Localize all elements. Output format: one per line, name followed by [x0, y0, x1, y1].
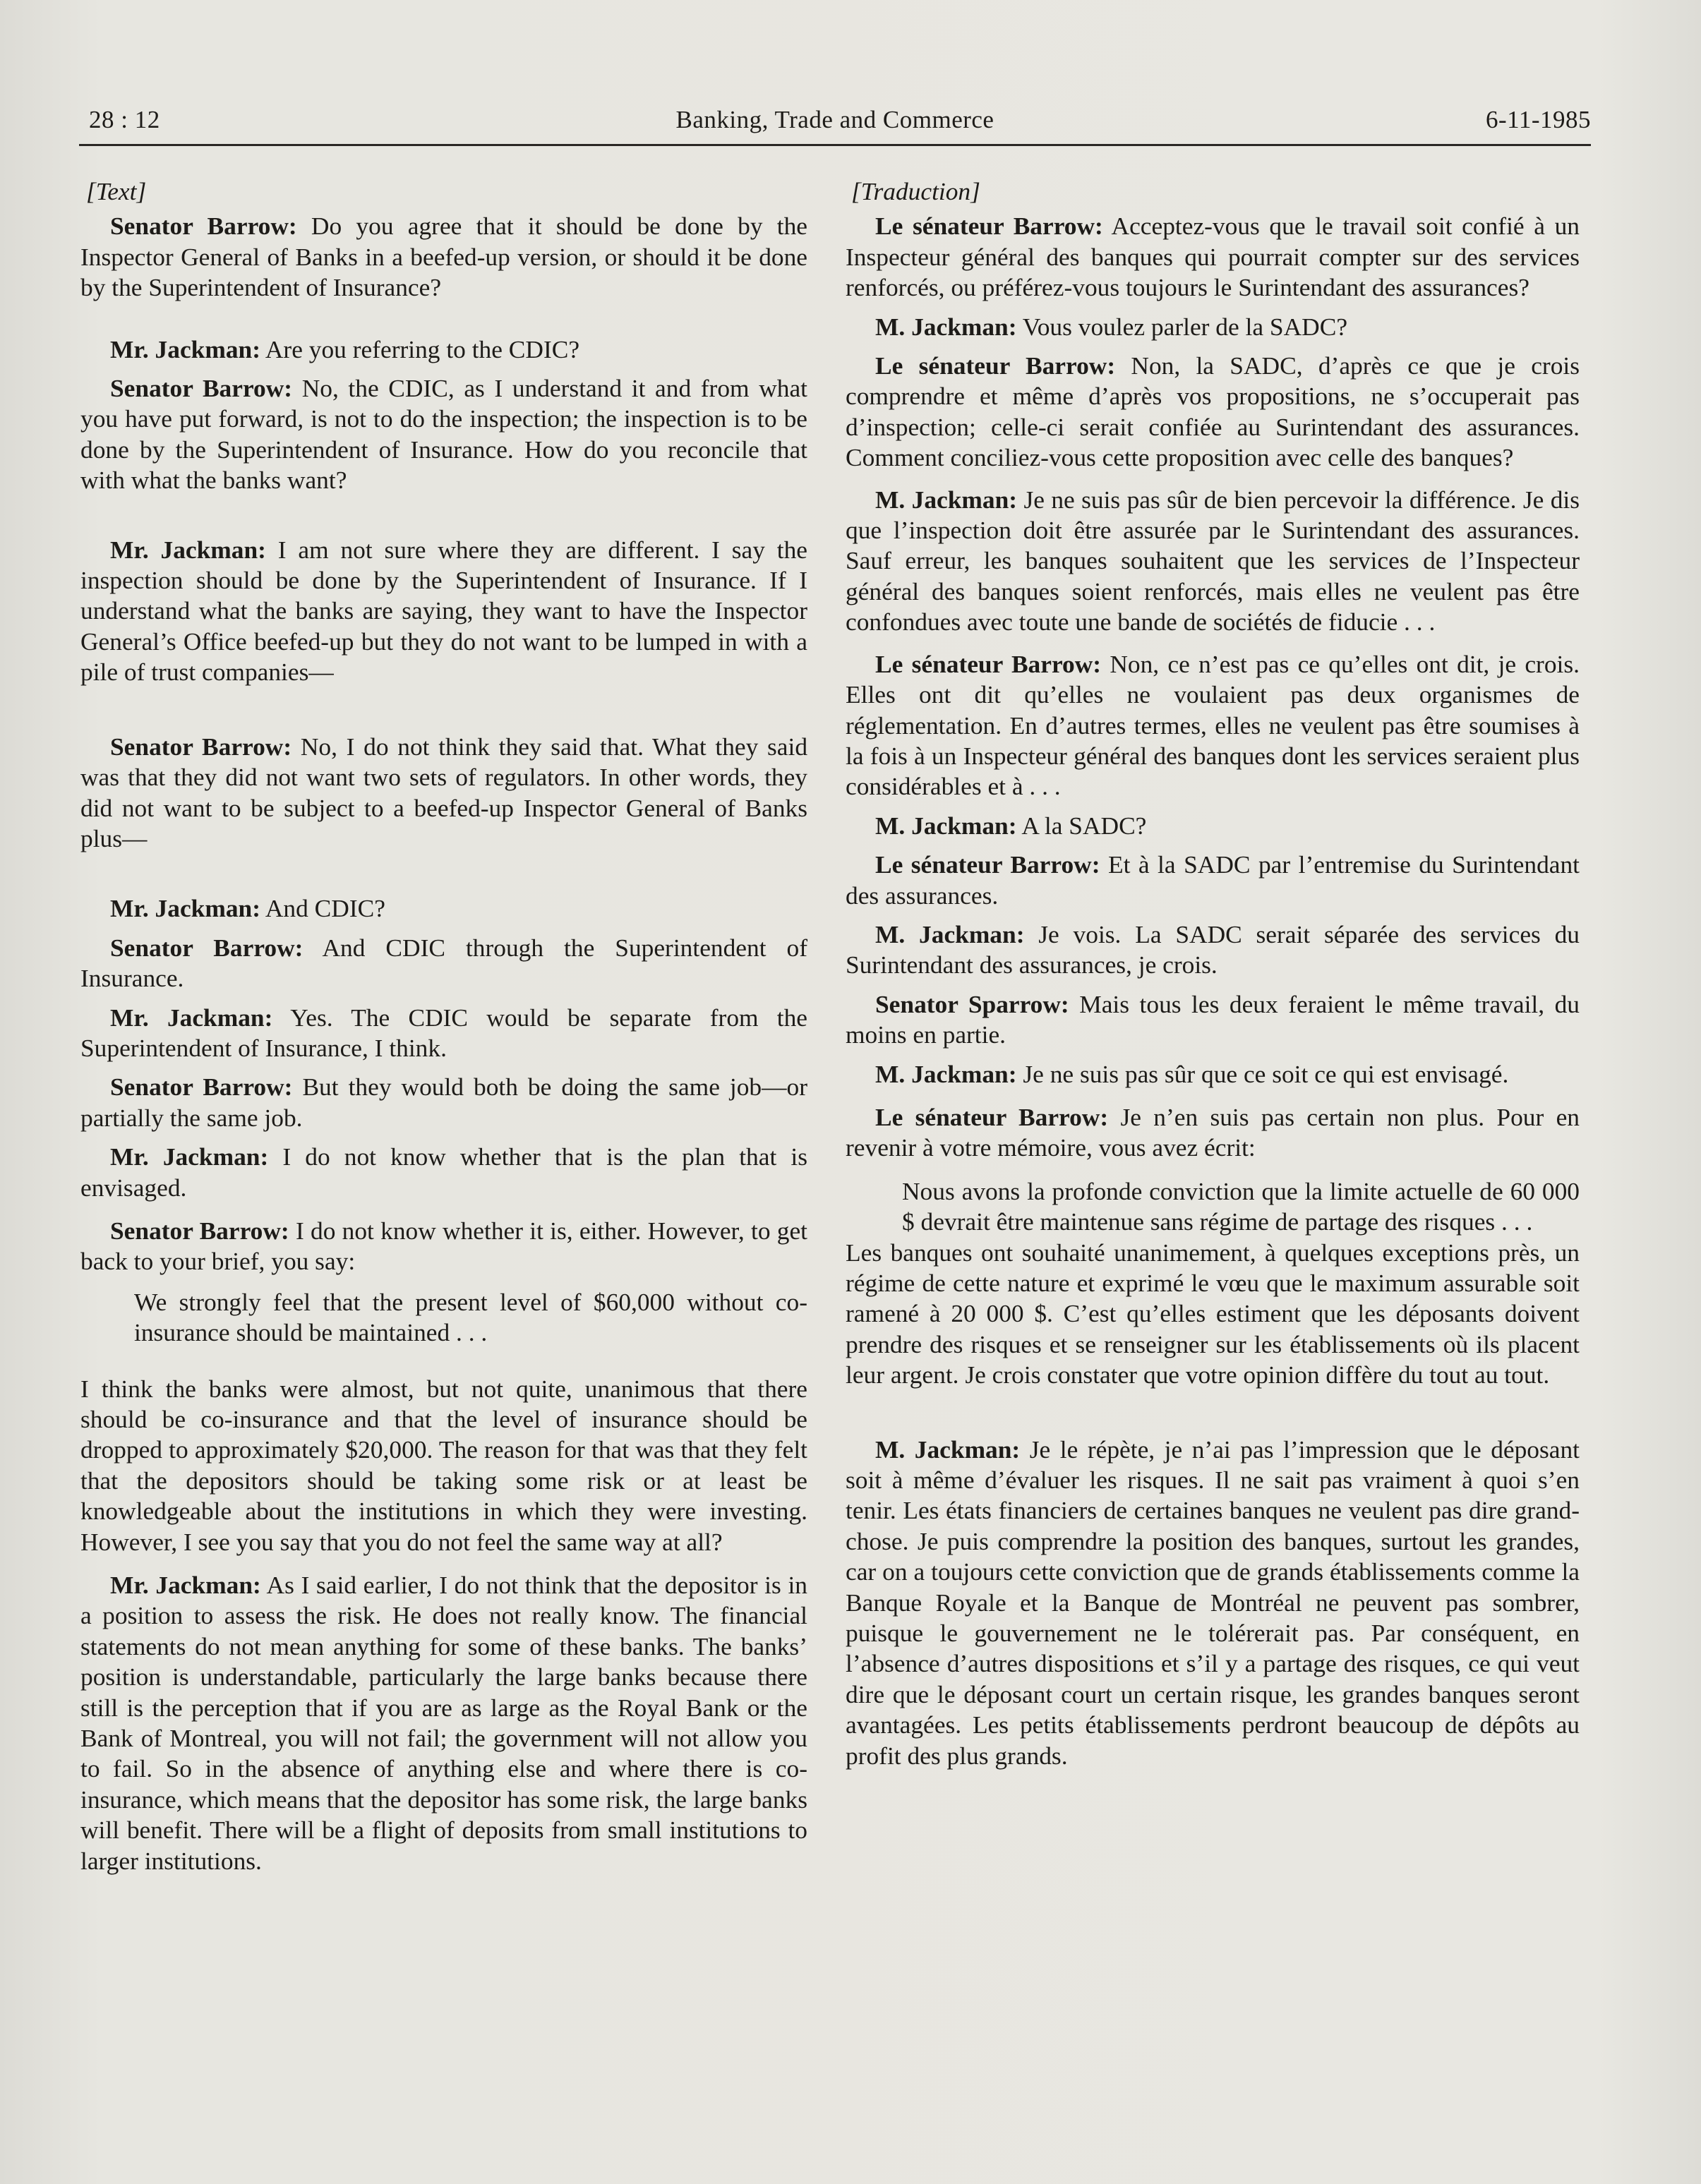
- speech-paragraph: [846, 1059, 1580, 1090]
- speech-text: Yes. The CDIC would be separate from the Superintendent of Insurance, I think.: [80, 1003, 808, 1062]
- speech-paragraph: [80, 535, 807, 688]
- speech-text: Je vois. La SADC serait séparée des services du Surintendant des assurances, je crois.: [846, 919, 1580, 979]
- speech-text: Je ne suis pas sûr que ce soit ce qui est envisagé.: [1016, 1059, 1509, 1088]
- speaker-name: Senator Barrow:: [110, 933, 303, 962]
- speech-paragraph: [846, 811, 1580, 841]
- block-quote: Nous avons la profonde conviction que la limite actuelle de 60 000 $ devrait être maintenue sans régime de partage des risques . . .: [902, 1176, 1580, 1236]
- speech-paragraph: [80, 933, 807, 994]
- speaker-name: Senator Barrow:: [110, 732, 292, 761]
- speaker-name: Le sénateur Barrow:: [875, 1102, 1109, 1131]
- speech-text: Et à la SADC par l’entremise du Surintendant des assurances.: [846, 850, 1580, 910]
- speech-paragraph: [80, 1072, 807, 1133]
- speech-paragraph: [846, 989, 1580, 1051]
- speaker-name: M. Jackman:: [875, 811, 1017, 840]
- speech-paragraph: [846, 1435, 1580, 1771]
- speech-text: No, I do not think they said that. What they said was that they did not want two sets of regulators. In other words, they did not want to be subject to a beefed-up Inspector General of Banks plus—: [80, 732, 808, 852]
- speech-paragraph: [846, 649, 1580, 802]
- speech-paragraph: [846, 919, 1580, 981]
- speech-text: No, the CDIC, as I understand it and from what you have put forward, is not to do the inspection; the inspection is to be done by the Superintendent of Insurance. How do you reconcile that with what the banks want?: [80, 374, 807, 495]
- speaker-name: M. Jackman:: [875, 919, 1025, 948]
- speech-text: I am not sure where they are different. I say the inspection should be done by the Superintendent of Insurance. If I understand what the banks are saying, they want to have the Inspector General’s Office beefed-up but they do not want to be lumped in with a pile of trust companies—: [80, 535, 808, 687]
- language-tag: [Text]: [86, 177, 147, 205]
- speech-text: Je le répète, je n’ai pas l’impression que le déposant soit à même d’évaluer les risques. Il ne sait pas vraiment à quoi s’en tenir. Les états financiers de certaines banques ne veulent pas dire grand-chose. Je puis comprendre la position des banques, surtout les grandes, car on a toujours cette conviction que de grands établissements comme la Banque Royale et la Banque de Montréal ne peuvent pas sombrer, puisque le gouvernement ne le tolérerait pas. Par conséquent, en l’absence d’autres dispositions et s’il y a partage des risques, ce qui veut dire que le déposant court un certain risque, les grandes banques seront avantagées. Les petits établissements perdront beaucoup de dépôts au profit des plus grands.: [846, 1435, 1580, 1770]
- speech-text: Mais tous les deux feraient le même travail, du moins en partie.: [846, 989, 1580, 1049]
- page-reference: 28 : 12: [89, 106, 160, 133]
- speech-text: Je ne suis pas sûr de bien percevoir la différence. Je dis que l’inspection doit être assurée par le Surintendant des assurances. Sauf erreur, les banques souhaitent que les services de l’Inspecteur général des banques soient renforcés, mais elles ne veulent pas être confondues avec toute une bande de sociétés de fiducie . . .: [846, 485, 1580, 637]
- speech-text: Je n’en suis pas certain non plus. Pour en revenir à votre mémoire, vous avez écrit:: [846, 1102, 1580, 1162]
- speech-paragraph: [80, 373, 807, 496]
- speaker-name: M. Jackman:: [875, 312, 1017, 341]
- speaker-name: M. Jackman:: [875, 485, 1018, 514]
- speaker-name: M. Jackman:: [875, 1059, 1017, 1088]
- speech-paragraph: I think the banks were almost, but not quite, unanimous that there should be co-insurance and that the level of insurance should be dropped to approximately $20,000. The reason for that was that they felt that the depositors should be taking some risk or at least be knowledgeable about the institutions in which they were investing. However, I see you say that you do not feel the same way at all?: [80, 1374, 807, 1556]
- speech-text: Non, ce n’est pas ce qu’elles ont dit, je crois. Elles ont dit qu’elles ne voulaient pas deux organismes de réglementation. En d’autres termes, elles ne veulent pas être soumises à la fois à un Inspecteur général des banques dont les services seraient plus considérables et à . . .: [846, 649, 1580, 801]
- speaker-name: Senator Sparrow:: [875, 989, 1069, 1018]
- speech-text: A la SADC?: [1016, 811, 1147, 840]
- speech-paragraph: [80, 1142, 807, 1203]
- page-header: [79, 102, 1591, 146]
- speech-paragraph: [80, 893, 807, 924]
- speech-paragraph: [80, 1570, 807, 1876]
- speech-paragraph: [846, 211, 1580, 303]
- speech-text: Non, la SADC, d’après ce que je crois comprendre et même d’après vos propositions, ne s’occuperait pas d’inspection; celle-ci serait confiée au Surintendant des assurances. Comment conciliez-vous cette proposition avec celle des banques?: [846, 351, 1580, 472]
- block-quote: We strongly feel that the present level of $60,000 without co-insurance should be maintained . . .: [134, 1287, 807, 1347]
- speaker-name: Mr. Jackman:: [110, 334, 260, 363]
- speech-paragraph: [846, 1102, 1580, 1164]
- speaker-name: Senator Barrow:: [110, 212, 297, 241]
- speaker-name: M. Jackman:: [875, 1435, 1021, 1464]
- speech-text: Vous voulez parler de la SADC?: [1016, 312, 1348, 341]
- speech-text: Do you agree that it should be done by the Inspector General of Banks in a beefed-up version, or should it be done by the Superintendent of Insurance?: [80, 212, 808, 302]
- speaker-name: Mr. Jackman:: [110, 1142, 269, 1171]
- speech-paragraph: [846, 850, 1580, 911]
- speech-paragraph: [80, 1003, 807, 1064]
- french-column: [846, 176, 1580, 1771]
- language-tag: [Traduction]: [851, 177, 980, 205]
- speech-paragraph: [80, 211, 807, 303]
- speech-text: Are you referring to the CDIC?: [260, 334, 580, 363]
- running-title: Banking, Trade and Commerce: [675, 106, 994, 133]
- speaker-name: Mr. Jackman:: [110, 1571, 261, 1600]
- speaker-name: Le sénateur Barrow:: [875, 212, 1103, 241]
- page-date: 6-11-1985: [1485, 106, 1591, 133]
- speaker-name: Mr. Jackman:: [110, 894, 260, 923]
- speech-paragraph: [846, 312, 1580, 342]
- speech-text: And CDIC?: [260, 894, 385, 923]
- speech-paragraph: [80, 732, 807, 855]
- speaker-name: Le sénateur Barrow:: [875, 649, 1102, 678]
- speech-paragraph: [80, 1216, 807, 1277]
- speaker-name: Senator Barrow:: [110, 1216, 289, 1245]
- speech-paragraph: [80, 334, 807, 365]
- speech-text: And CDIC through the Superintendent of Insurance.: [80, 933, 808, 993]
- speaker-name: Mr. Jackman:: [110, 1003, 273, 1032]
- speech-paragraph: [846, 485, 1580, 638]
- english-column: [80, 176, 807, 1876]
- speaker-name: Senator Barrow:: [110, 1073, 293, 1102]
- speaker-name: Mr. Jackman:: [110, 535, 266, 564]
- speech-text: I do not know whether that is the plan that is envisaged.: [80, 1142, 807, 1202]
- speaker-name: Senator Barrow:: [110, 374, 293, 403]
- speech-paragraph: [846, 351, 1580, 473]
- speech-text: But they would both be doing the same job—or partially the same job.: [80, 1073, 807, 1132]
- speech-text: As I said earlier, I do not think that the depositor is in a position to assess the risk. He does not really know. The financial statements do not mean anything for some of these banks. The banks’ position is understandable, particularly the large banks because there still is the perception that if you are as large as the Royal Bank or the Bank of Montreal, you will not fail; the government will not allow you to fail. So in the absence of anything else and where there is co-insurance, which means that the depositor has some risk, the large banks will benefit. There will be a flight of deposits from small institutions to larger institutions.: [80, 1571, 807, 1875]
- speaker-name: Le sénateur Barrow:: [875, 850, 1100, 879]
- speech-text: I do not know whether it is, either. However, to get back to your brief, you say:: [80, 1216, 808, 1276]
- speaker-name: Le sénateur Barrow:: [875, 351, 1116, 380]
- speech-paragraph: Les banques ont souhaité unanimement, à quelques exceptions près, un régime de cette nature et exprimé le vœu que le maximum assurable soit ramené à 20 000 $. C’est qu’elles estiment que les déposants doivent prendre des risques et se renseigner sur les établissements où ils placent leur argent. Je crois constater que votre opinion diffère du tout au tout.: [846, 1238, 1580, 1389]
- speech-text: Acceptez-vous que le travail soit confié à un Inspecteur général des banques qui pourrait compter sur des services renforcés, ou préférez-vous toujours le Surintendant des assurances?: [846, 212, 1580, 302]
